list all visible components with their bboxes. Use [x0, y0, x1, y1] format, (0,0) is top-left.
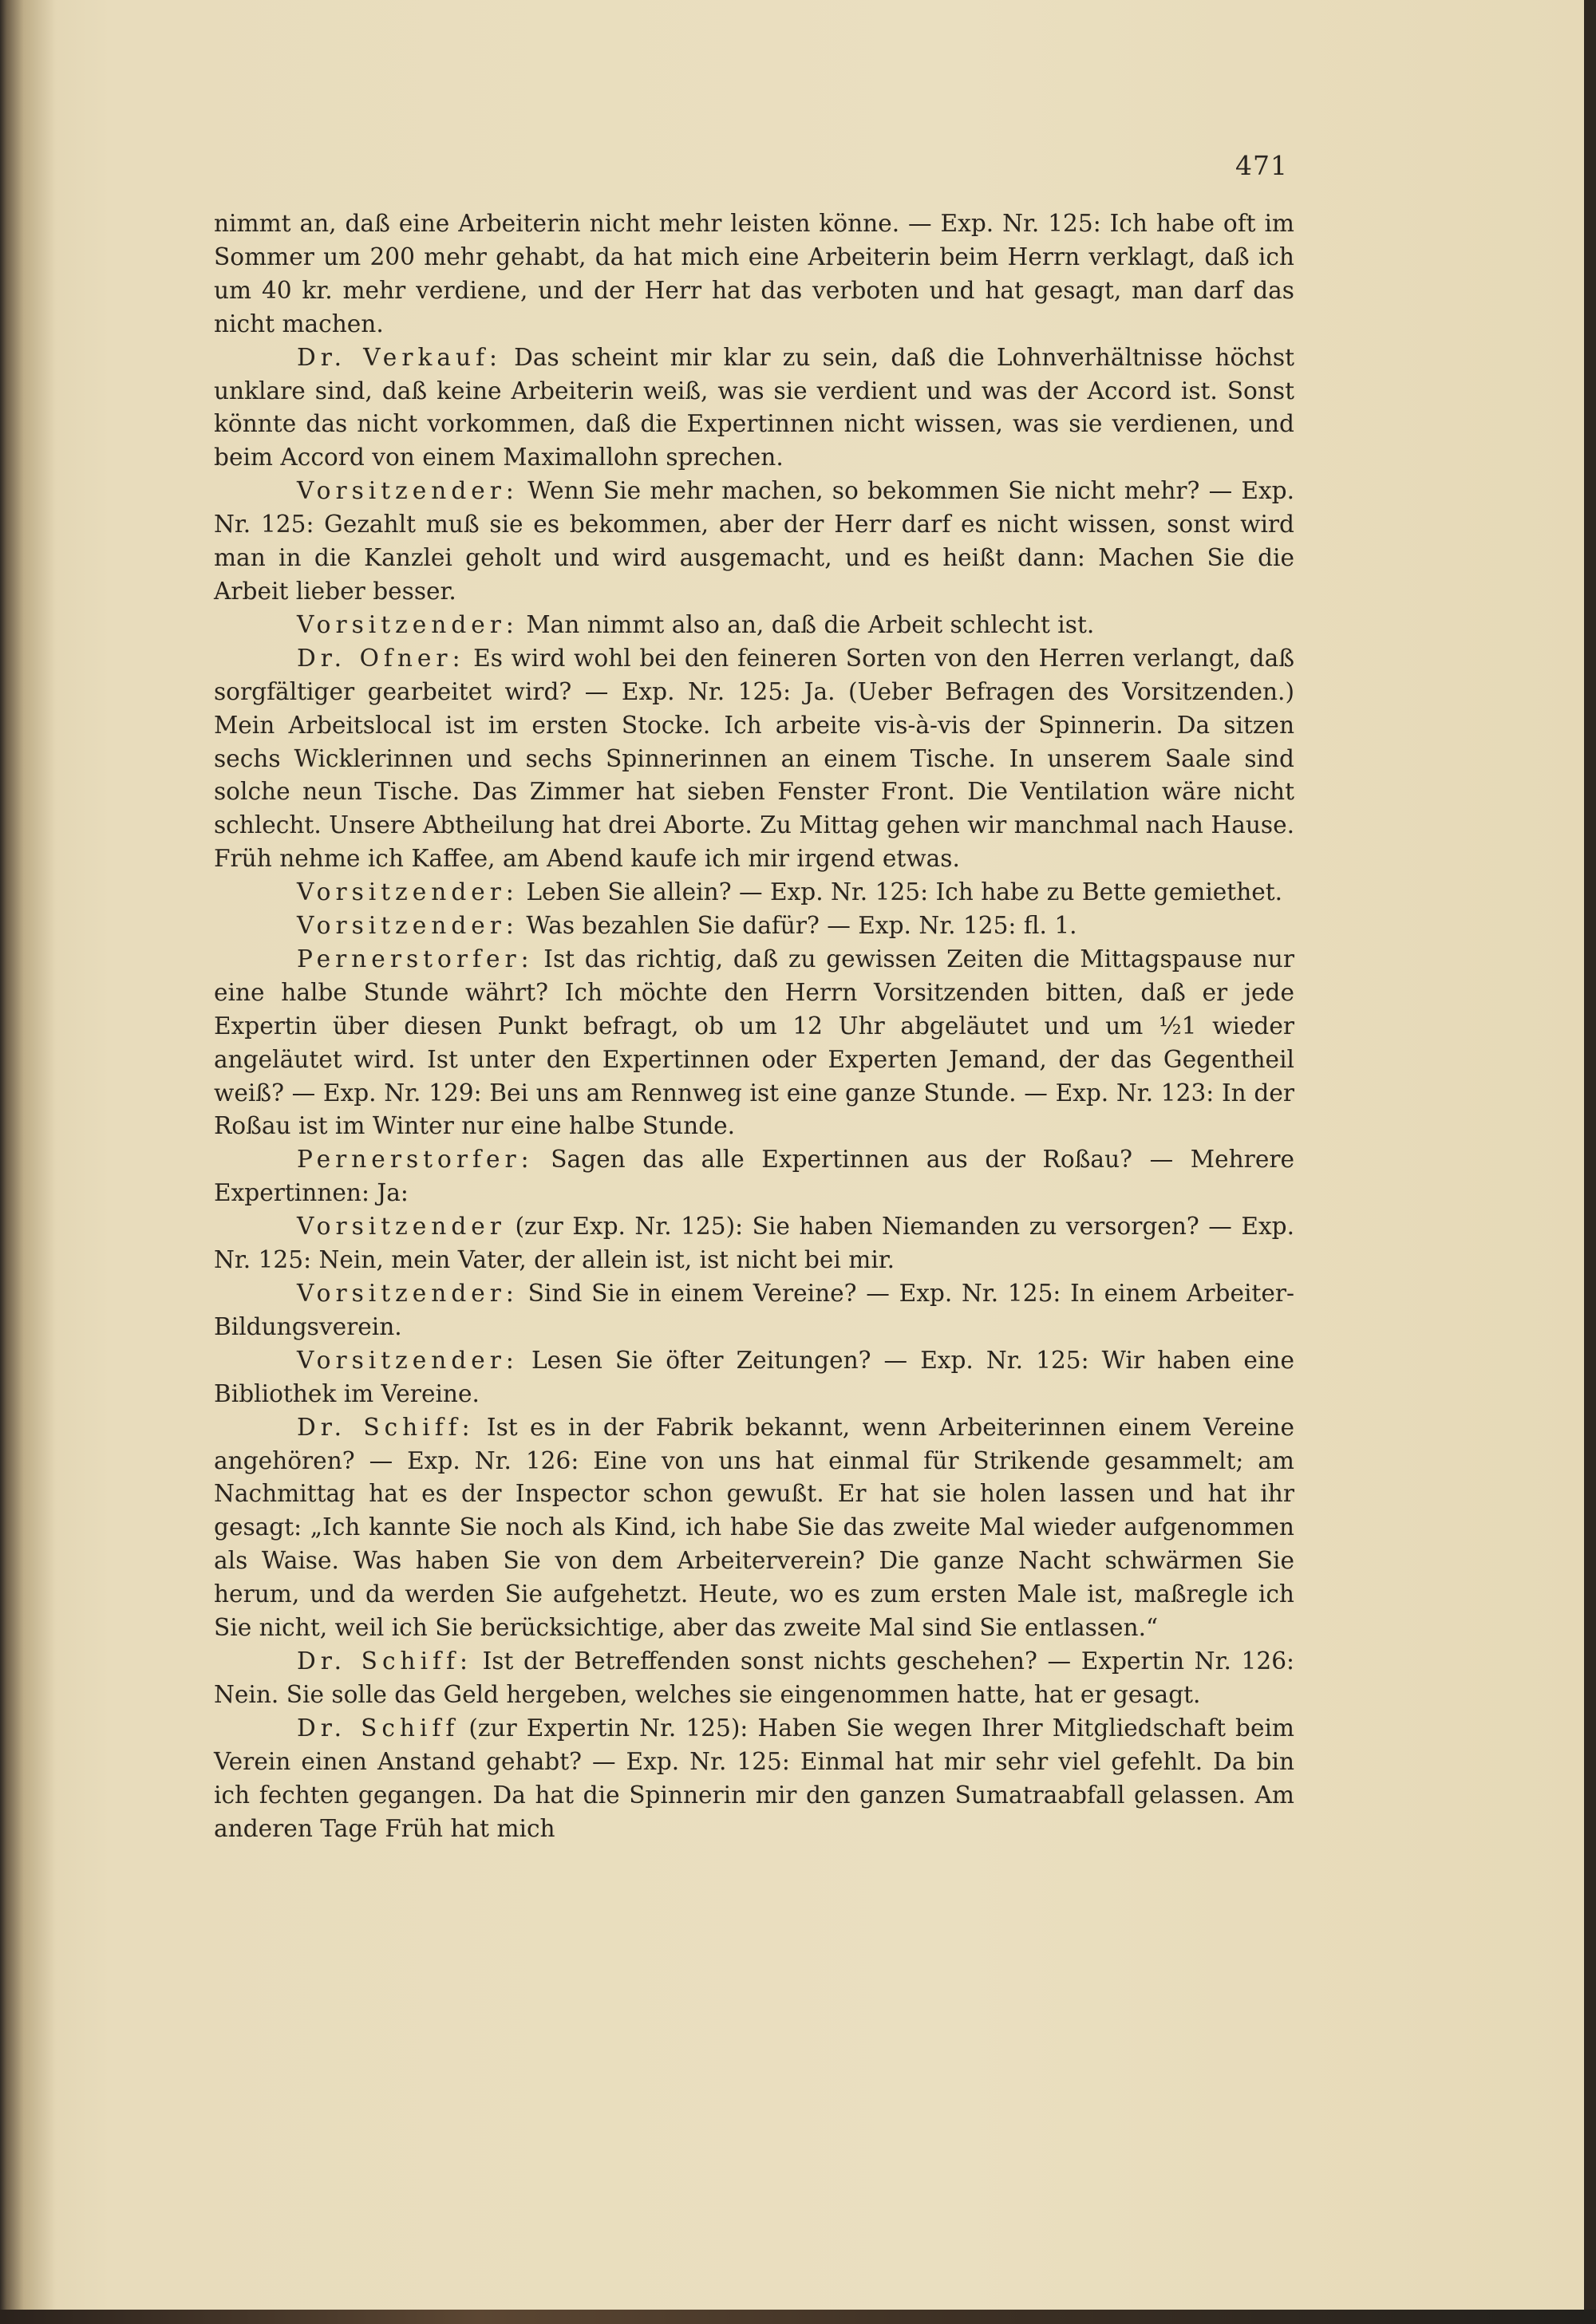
paragraph-text: Lesen Sie öfter Zeitungen? — Exp. Nr. 125: Wir haben eine Bibliothek im Vereine.	[214, 1346, 1294, 1407]
speaker-name: Vorsitzender:	[297, 610, 519, 638]
paragraph	[214, 642, 1294, 876]
paragraph-text: Was bezahlen Sie dafür? — Exp. Nr. 125: fl. 1.	[526, 912, 1077, 940]
paragraph	[214, 1344, 1294, 1411]
page-number: 471	[1235, 150, 1288, 181]
speaker-name: Vorsitzender:	[297, 1280, 519, 1307]
scan-edge-right	[1584, 0, 1596, 2324]
paragraph-text: nimmt an, daß eine Arbeiterin nicht mehr leisten könne. — Exp. Nr. 125: Ich habe oft im Sommer um 200 mehr gehabt, da hat mich eine Arbeiterin beim Herrn verklagt, daß ich um 40 kr. mehr verdiene, und der Herr hat das verboten und hat gesagt, man darf das nicht machen.	[214, 210, 1294, 337]
speaker-name: Vorsitzender:	[297, 878, 519, 906]
paragraph-text: Sagen das alle Expertinnen aus der Roßau? — Mehrere Expertinnen: Ja:	[214, 1146, 1294, 1207]
paragraph	[214, 909, 1294, 943]
speaker-name: Dr. Ofner:	[297, 644, 465, 672]
speaker-name: Dr. Schiff:	[297, 1647, 472, 1675]
speaker-name: Vorsitzender:	[297, 912, 519, 940]
paragraph	[214, 1143, 1294, 1210]
paragraph-text: Es wird wohl bei den feineren Sorten von den Herren verlangt, daß sorgfältiger gearbeitet wird? — Exp. Nr. 125: Ja. (Ueber Befragen des Vorsitzenden.) Mein Arbeitslocal ist im ersten Stocke. Ich arbeite vis-à-vis der Spinnerin. Da sitzen sechs Wicklerinnen und sechs Spinnerinnen an einem Tische. In unserem Saale sind solche neun Tische. Das Zimmer hat sieben Fenster Front. Die Ventilation wäre nicht schlecht. Unsere Abtheilung hat drei Aborte. Zu Mittag gehen wir manchmal nach Hause. Früh nehme ich Kaffee, am Abend kaufe ich mir irgend etwas.	[214, 644, 1294, 873]
paragraph-text: Das scheint mir klar zu sein, daß die Lohnverhältnisse höchst unklare sind, daß keine Arbeiterin weiß, was sie verdient und was der Accord ist. Sonst könnte das nicht vorkommen, daß die Expertinnen nicht wissen, was sie verdienen, und beim Accord von einem Maximallohn sprechen.	[214, 343, 1294, 472]
paragraph-text: Ist der Betreffenden sonst nichts geschehen? — Expertin Nr. 126: Nein. Sie solle das Geld hergeben, welches sie eingenommen hatte, hat er gesagt.	[214, 1647, 1294, 1708]
speaker-name: Dr. Schiff:	[297, 1413, 475, 1441]
paragraph	[214, 1277, 1294, 1344]
speaker-name: Vorsitzender:	[297, 1346, 519, 1374]
paragraph-text: (zur Expertin Nr. 125): Haben Sie wegen Ihrer Mitgliedschaft beim Verein einen Anstand gehabt? — Exp. Nr. 125: Einmal hat mir sehr viel gefehlt. Da bin ich fechten gegangen. Da hat die Spinnerin mir den ganzen Sumatraabfall gelassen. Am anderen Tage Früh hat mich	[214, 1714, 1294, 1842]
speaker-name: Dr. Schiff	[297, 1714, 460, 1742]
paragraph	[214, 876, 1294, 909]
paragraph-text: Leben Sie allein? — Exp. Nr. 125: Ich habe zu Bette gemiethet.	[526, 878, 1283, 906]
speaker-name: Vorsitzender	[297, 1213, 506, 1241]
page-gutter-shadow	[0, 0, 56, 2310]
paragraph-text: Sind Sie in einem Vereine? — Exp. Nr. 125: In einem Arbeiter-Bildungsverein.	[214, 1280, 1294, 1340]
paragraph	[214, 943, 1294, 1143]
paragraph	[214, 475, 1294, 609]
paragraph	[214, 609, 1294, 642]
scan-edge-bottom	[0, 2310, 1596, 2324]
body-text	[214, 207, 1294, 1845]
paragraph-text: Wenn Sie mehr machen, so bekommen Sie nicht mehr? — Exp. Nr. 125: Gezahlt muß sie es bekommen, aber der Herr darf es nicht wissen, sonst wird man in die Kanzlei geholt und wird ausgemacht, und es heißt dann: Machen Sie die Arbeit lieber besser.	[214, 477, 1294, 605]
paragraph	[214, 341, 1294, 475]
paragraph-text: (zur Exp. Nr. 125): Sie haben Niemanden zu versorgen? — Exp. Nr. 125: Nein, mein Vater, der allein ist, ist nicht bei mir.	[214, 1213, 1294, 1274]
paragraph-text: Ist es in der Fabrik bekannt, wenn Arbeiterinnen einem Vereine angehören? — Exp. Nr. 126: Eine von uns hat einmal für Strikende gesammelt; am Nachmittag hat es der Inspector schon gewußt. Er hat sie holen lassen und hat ihr gesagt: „Ich kannte Sie noch als Kind, ich habe Sie das zweite Mal wieder aufgenommen als Waise. Was haben Sie von dem Arbeiterverein? Die ganze Nacht schwärmen Sie herum, und da werden Sie aufgehetzt. Heute, wo es zum ersten Male ist, maßregle ich Sie nicht, weil ich Sie berücksichtige, aber das zweite Mal sind Sie entlassen.“	[214, 1413, 1294, 1642]
speaker-name: Dr. Verkauf:	[297, 343, 503, 371]
paragraph	[214, 1645, 1294, 1712]
speaker-name: Pernerstorfer:	[297, 945, 534, 973]
paragraph-text: Man nimmt also an, daß die Arbeit schlecht ist.	[526, 610, 1095, 638]
speaker-name: Vorsitzender:	[297, 477, 519, 505]
paragraph	[214, 1411, 1294, 1645]
paragraph	[214, 1712, 1294, 1846]
paragraph-text: Ist das richtig, daß zu gewissen Zeiten die Mittagspause nur eine halbe Stunde währt? Ich möchte den Herrn Vorsitzenden bitten, daß er jede Expertin über diesen Punkt befragt, ob um 12 Uhr abgeläutet und um ½1 wieder angeläutet wird. Ist unter den Expertinnen oder Experten Jemand, der das Gegentheil weiß? — Exp. Nr. 129: Bei uns am Rennweg ist eine ganze Stunde. — Exp. Nr. 123: In der Roßau ist im Winter nur eine halbe Stunde.	[214, 945, 1294, 1140]
paragraph	[214, 1210, 1294, 1277]
paragraph	[214, 207, 1294, 341]
speaker-name: Pernerstorfer:	[297, 1146, 534, 1174]
